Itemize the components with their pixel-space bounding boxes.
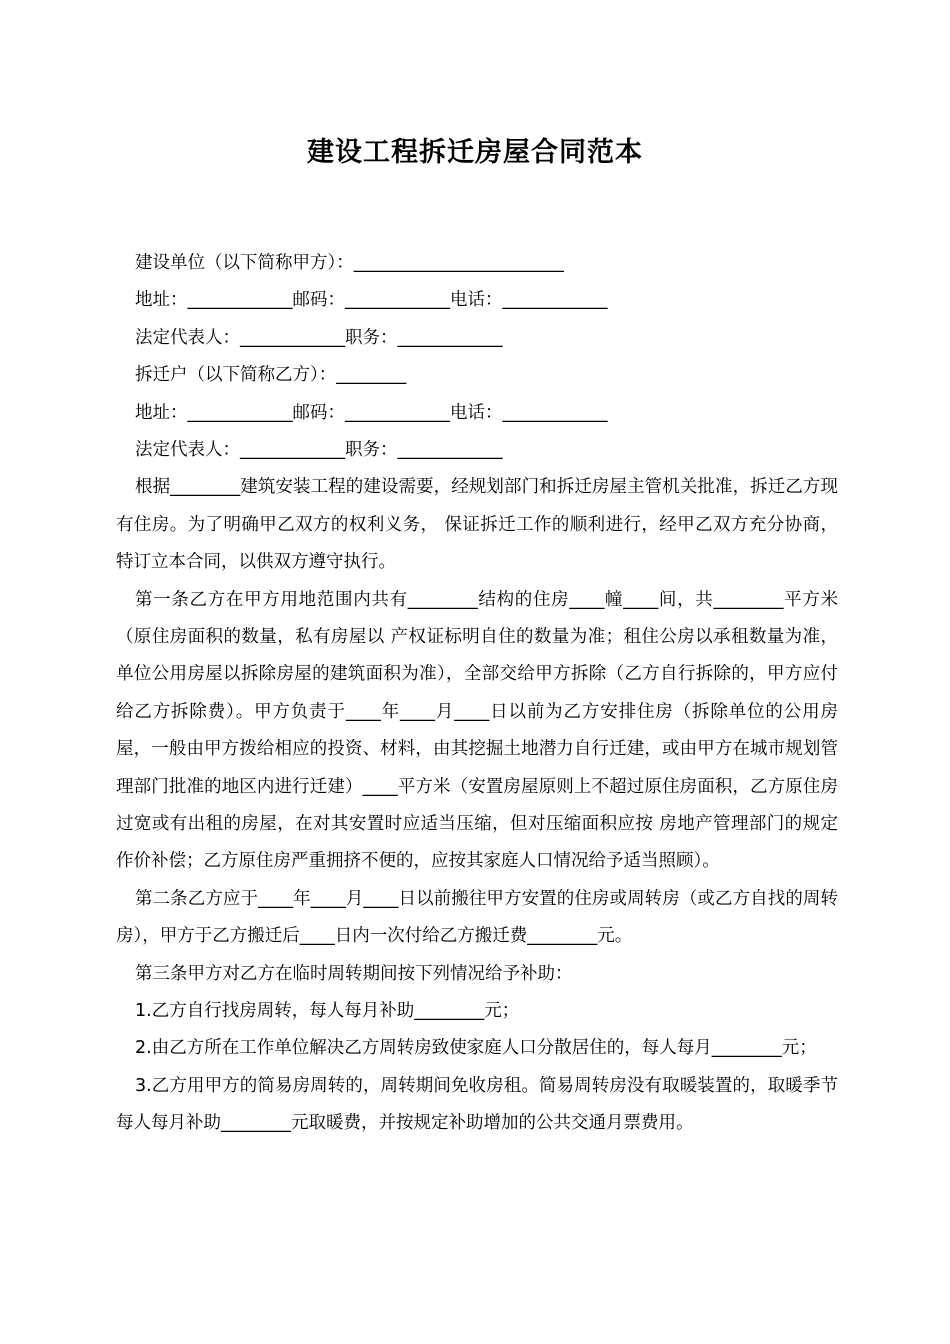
document-body [116,245,838,1143]
party-a-unit: 建设单位（以下简称甲方）：________________________ [135,253,564,273]
party-a-representative-line: 法定代表人：____________职务：____________ [135,327,503,348]
party-b-address-line: 地址：____________邮码：____________电话：____________ [135,402,608,423]
intro-paragraph: 根据________建筑安装工程的建设需要，经规划部门和拆迁房屋主管机关批准，拆迁乙方现有住房。为了明确甲乙双方的权利义务， 保证拆迁工作的顺利进行，经甲乙双方充分协商，特订立本合同，以供双方遵守执行。 [116,477,838,573]
article-3-item-1: 1.乙方自行找房周转，每人每月补助________元； [135,1001,520,1022]
party-a-address-line: 地址：____________邮码：____________电话：____________ [135,290,608,311]
article-3-item-3: 3.乙方用甲方的简易房周转的，周转期间免收房租。简易周转房没有取暖装置的，取暖季节每人每月补助________元取暖费，并按规定补助增加的公共交通月票费用。 [116,1075,838,1134]
party-b-household: 拆迁户（以下简称乙方）：________ [135,365,407,386]
party-b-representative-line: 法定代表人：____________职务：____________ [135,439,503,460]
article-2-paragraph: 第二条乙方应于____年____月____日以前搬往甲方安置的住房或周转房（或乙方自找的周转房），甲方于乙方搬迁后____日内一次付给乙方搬迁费________元。 [116,888,838,947]
article-3-paragraph: 第三条甲方对乙方在临时周转期间按下列情况给予补助： [135,963,573,984]
article-1-paragraph: 第一条乙方在甲方用地范围内共有________结构的住房____幢____间，共________平方米（原住房面积的数量，私有房屋以 产权证标明自住的数量为准；租住公房以承租数量为准，单位公用房屋以拆除房屋的建筑面积为准），全部交给甲方拆除（乙方自行拆除的，甲方应付给乙方拆除费）。甲方负责于____年____月____日以前为乙方安排住房（拆除单位的公用房屋，一般由甲方拨给相应的投资、材料，由其挖掘土地潜力自行迁建，或由甲方在城市规划管理部门批准的地区内进行迁建）____平方米（安置房屋原则上不超过原住房面积，乙方原住房过宽或有出租的房屋，在对其安置时应适当压缩，但对压缩面积应按 房地产管理部门的规定作价补偿；乙方原住房严重拥挤不便的，应按其家庭人口情况给予适当照顾）。 [116,589,838,872]
article-3-item-2: 2.由乙方所在工作单位解决乙方周转房致使家庭人口分散居住的，每人每月________元； [135,1038,817,1059]
document-title: 建设工程拆迁房屋合同范本 [307,137,643,168]
